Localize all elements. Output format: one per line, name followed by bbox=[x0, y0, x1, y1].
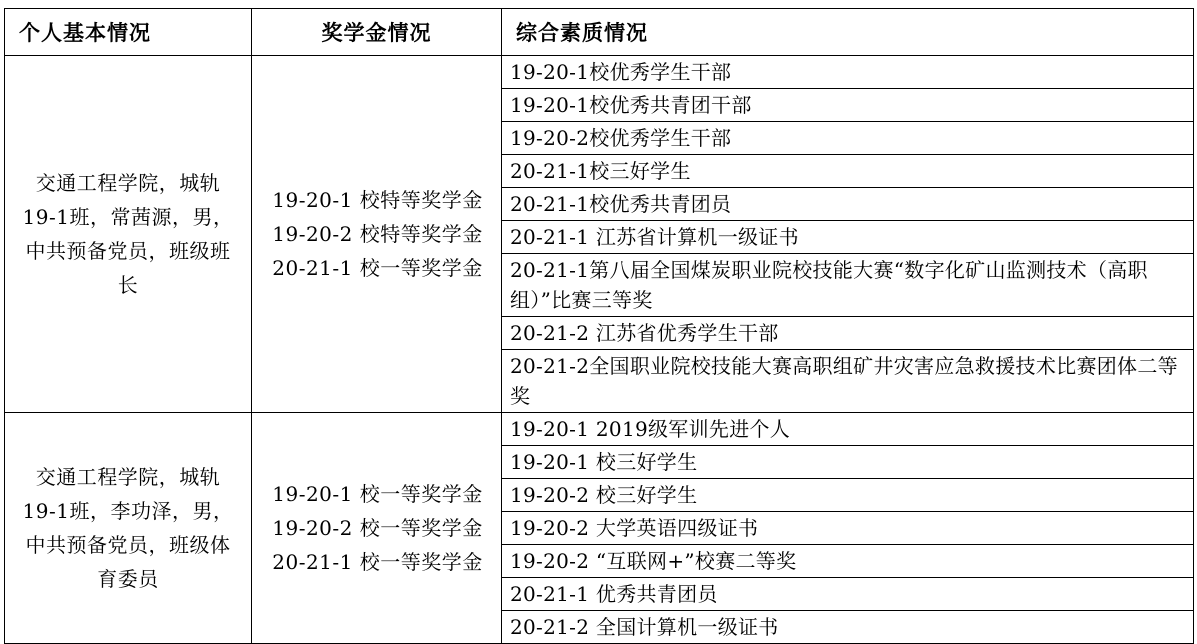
column-header-personal-info: 个人基本情况 bbox=[5, 9, 252, 56]
quality-list bbox=[502, 413, 1193, 643]
quality-item: 20-21-1校优秀共青团员 bbox=[502, 188, 1193, 221]
quality-item: 20-21-2 江苏省优秀学生干部 bbox=[502, 317, 1193, 350]
quality-item: 20-21-2全国职业院校技能大赛高职组矿井灾害应急救援技术比赛团体二等奖 bbox=[510, 354, 1178, 408]
list-item bbox=[502, 122, 1193, 155]
quality-item: 19-20-1校优秀共青团干部 bbox=[502, 89, 1193, 122]
quality-list bbox=[502, 56, 1193, 412]
quality-item: 19-20-2校优秀学生干部 bbox=[502, 122, 1193, 155]
scholarship-item: 20-21-1 校一等奖学金 bbox=[272, 550, 483, 574]
table-row bbox=[5, 413, 1194, 644]
quality-item: 19-20-1校优秀学生干部 bbox=[502, 56, 1193, 89]
list-item bbox=[502, 317, 1193, 350]
list-item bbox=[502, 221, 1193, 254]
quality-item: 19-20-1 2019级军训先进个人 bbox=[502, 413, 1193, 446]
list-item bbox=[502, 545, 1193, 578]
personal-info-cell: 交通工程学院，城轨19-1班，李功泽，男，中共预备党员，班级体育委员 bbox=[5, 413, 252, 644]
table-header bbox=[5, 9, 1194, 56]
list-item bbox=[502, 254, 1193, 317]
list-item bbox=[502, 155, 1193, 188]
scholarship-item: 19-20-2 校特等奖学金 bbox=[272, 222, 483, 246]
list-item bbox=[502, 413, 1193, 446]
column-header-scholarship: 奖学金情况 bbox=[252, 9, 502, 56]
scholarship-cell bbox=[252, 413, 502, 644]
student-honors-table bbox=[4, 8, 1194, 644]
quality-item: 20-21-1校三好学生 bbox=[502, 155, 1193, 188]
quality-item: 19-20-2 “互联网+”校赛二等奖 bbox=[502, 545, 1193, 578]
list-item bbox=[502, 56, 1193, 89]
quality-item: 20-21-2 全国计算机一级证书 bbox=[510, 615, 779, 639]
quality-item: 20-21-1第八届全国煤炭职业院校技能大赛“数字化矿山监测技术（高职组）”比赛三等奖 bbox=[502, 254, 1193, 317]
quality-cell bbox=[502, 413, 1194, 644]
list-item bbox=[502, 512, 1193, 545]
list-item bbox=[502, 188, 1193, 221]
scholarship-item: 19-20-1 校一等奖学金 bbox=[272, 482, 483, 506]
scholarship-item: 19-20-1 校特等奖学金 bbox=[272, 188, 483, 212]
quality-item: 20-21-1 优秀共青团员 bbox=[502, 578, 1193, 611]
header-row bbox=[5, 9, 1194, 56]
column-header-quality: 综合素质情况 bbox=[502, 9, 1194, 56]
personal-info-cell: 交通工程学院，城轨19-1班，常茜源，男，中共预备党员，班级班长 bbox=[5, 56, 252, 413]
list-item bbox=[502, 611, 1193, 644]
quality-item: 19-20-2 校三好学生 bbox=[502, 479, 1193, 512]
scholarship-cell bbox=[252, 56, 502, 413]
quality-item: 19-20-1 校三好学生 bbox=[502, 446, 1193, 479]
quality-item: 20-21-1 江苏省计算机一级证书 bbox=[502, 221, 1193, 254]
list-item bbox=[502, 350, 1193, 413]
scholarship-item: 20-21-1 校一等奖学金 bbox=[272, 256, 483, 280]
scholarship-item: 19-20-2 校一等奖学金 bbox=[272, 516, 483, 540]
quality-item: 19-20-2 大学英语四级证书 bbox=[502, 512, 1193, 545]
quality-cell bbox=[502, 56, 1194, 413]
list-item bbox=[502, 89, 1193, 122]
table-body bbox=[5, 56, 1194, 644]
list-item bbox=[502, 446, 1193, 479]
table-row bbox=[5, 56, 1194, 413]
list-item bbox=[502, 578, 1193, 611]
list-item bbox=[502, 479, 1193, 512]
